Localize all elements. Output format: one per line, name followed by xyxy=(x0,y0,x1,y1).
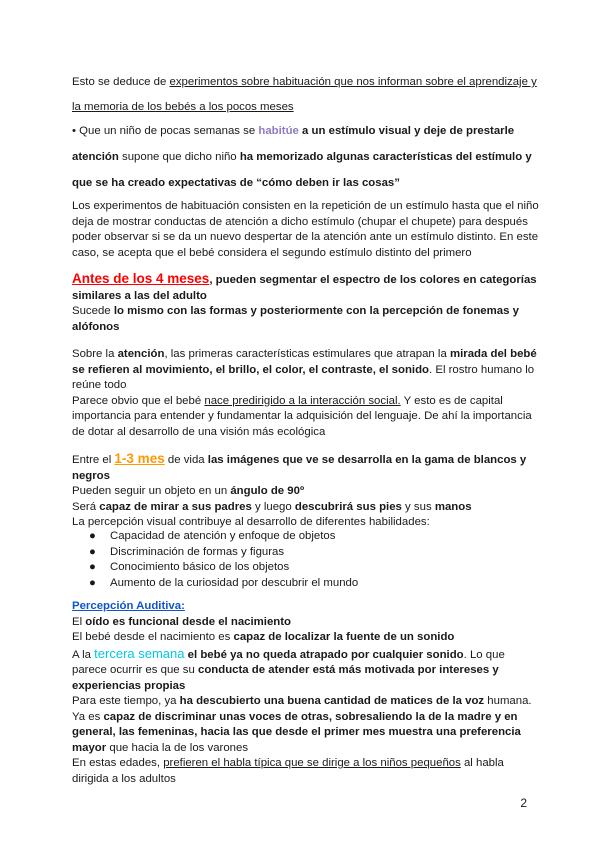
aud-p4-pre: En estas edades, xyxy=(72,757,164,769)
before-4-months-highlight: Antes de los 4 meses xyxy=(72,271,210,286)
list-item-text: Conocimiento básico de los objetos xyxy=(110,561,290,573)
hands: manos xyxy=(434,500,472,513)
locate-sound: capaz de localizar la fuente de un sonido xyxy=(233,631,455,643)
list-item xyxy=(72,560,358,576)
aud-p-bold2: conducta de atender está más motivada por intereses y experiencias propias xyxy=(72,664,499,692)
bullet1-memorized: ha memorizado algunas características del estímulo y xyxy=(239,151,532,163)
m13-l3-mid2: y sus xyxy=(401,500,435,513)
m13-mid: de vida xyxy=(164,454,208,466)
aud-p-bold1: el bebé ya no queda atrapado por cualquier sonido xyxy=(184,648,464,661)
m13-bold: las imágenes que ve se desarrolla en la gama de blancos y negros xyxy=(72,454,527,482)
aud-p2-post: humana. xyxy=(484,695,532,707)
m13-l4: La percepción visual contribuye al desarrollo de diferentes habilidades: xyxy=(72,516,430,528)
intro-line-2 xyxy=(72,100,294,114)
social-interaction-underlined: nace predirigido a la interacción social. xyxy=(204,394,401,407)
aud-l1-pre: El xyxy=(72,615,86,628)
habitue-highlight: habitúe xyxy=(258,125,299,137)
list-item xyxy=(72,529,358,545)
auditory-heading: Percepción Auditiva: xyxy=(72,600,185,612)
attention-bold: atención xyxy=(117,348,165,360)
discriminate-voices: capaz de discriminar unas voces de otras, sobresaliendo la de la madre y en general, las femeninas, hacia las que desde el primer mes muestra una preferencia mayor xyxy=(72,710,521,754)
attention-p2-pre: Parece obvio que el bebé xyxy=(72,394,205,407)
list-item xyxy=(72,576,358,592)
before-4-months-paragraph xyxy=(72,271,542,335)
visual-skills-list xyxy=(72,529,358,591)
list-item-text: Capacidad de atención y enfoque de objetos xyxy=(110,530,336,542)
infant-speech-underlined: prefieren el habla típica que se dirige a los niños pequeños xyxy=(163,757,461,769)
months-1-3-paragraph xyxy=(72,451,542,531)
ear-functional: oído es funcional desde el nacimiento xyxy=(85,615,292,628)
auditory-section xyxy=(72,599,542,787)
m13-l2-pre: Pueden seguir un objeto en un xyxy=(72,485,231,497)
aud-p4-post: al habla dirigida a los adultos xyxy=(72,757,504,785)
m13-pre: Entre el xyxy=(72,454,115,466)
bullet1-line-2 xyxy=(72,150,532,164)
aud-p3-pre: Ya es xyxy=(72,710,104,723)
attention-gaze: mirada del bebé se refieren al movimiento, el brillo, el color, el contraste, el sonido xyxy=(72,348,537,376)
bullet1-expectations: que se ha creado expectativas de “cómo deben ir las cosas” xyxy=(72,177,400,189)
m13-l3-pre: Será xyxy=(72,500,100,513)
voice-nuances: ha descubierto una buena cantidad de matices de la voz xyxy=(179,695,485,707)
attention-mid: , las primeras características estimulares que atrapan la xyxy=(164,348,450,360)
attention-p2-post: Y esto es de capital importancia para entender y fundamentar la adquisición del lenguaje. De ahí la importancia de dotar al desarrollo de una visión más ecológica xyxy=(72,394,532,438)
before4-sucede: Sucede xyxy=(72,305,114,317)
page-number: 2 xyxy=(520,796,527,810)
aud-p-pre: A la xyxy=(72,648,95,661)
list-item-text: Discriminación de formas y figuras xyxy=(110,545,285,558)
list-item-text: Aumento de la curiosidad por descubrir el mundo xyxy=(110,576,359,589)
third-week-highlight: tercera semana xyxy=(94,645,185,661)
bullet1-attention: atención xyxy=(72,151,119,163)
bullet-icon: ● xyxy=(89,576,96,589)
attention-paragraph xyxy=(72,347,542,440)
intro-text: Esto se deduce de xyxy=(72,76,170,88)
intro-underlined-text: experimentos sobre habituación que nos informan sobre el aprendizaje y xyxy=(169,76,537,88)
bullet1-line-3 xyxy=(72,176,400,190)
intro-line-1 xyxy=(72,75,537,89)
bullet1-line-1 xyxy=(72,124,514,138)
bullet-icon: ● xyxy=(89,545,96,558)
look-parents: capaz de mirar a sus padres xyxy=(99,500,252,513)
bullet1-text: • Que un niño de pocas semanas se xyxy=(72,125,259,137)
bullet1-bold: a un estímulo visual y deje de prestarle xyxy=(298,125,515,137)
before4-bold: , pueden segmentar el espectro de los colores en categorías similares a las del adulto xyxy=(72,274,537,302)
bullet-icon: ● xyxy=(89,561,96,573)
list-item xyxy=(72,545,358,561)
aud-p-mid: . Lo que parece ocurrir es que su xyxy=(72,648,505,676)
bullet1-mid: supone que dicho niño xyxy=(118,151,240,163)
bullet-icon: ● xyxy=(89,530,96,542)
attention-pre: Sobre la xyxy=(72,348,118,360)
months-1-3-highlight: 1-3 mes xyxy=(114,451,165,466)
discover-feet: descubrirá sus pies xyxy=(294,500,402,513)
angle-90: ángulo de 90º xyxy=(230,485,305,497)
aud-p3-post: que hacia la de los varones xyxy=(106,741,249,754)
m13-l3-mid: y luego xyxy=(251,500,295,513)
aud-p2-pre: Para este tiempo, ya xyxy=(72,695,180,707)
habituation-paragraph: Los experimentos de habituación consisten en la repetición de un estímulo hasta que el niño deja de mostrar conductas de atención a dicho estímulo (chupar el chupete) para después poder observar si se da un nuevo despertar de la atención ante un estímulo distinto. En este caso, se acepta que el bebé considera el segundo estímulo distinto del primero xyxy=(72,200,539,259)
before4-phonemes: lo mismo con las formas y posteriormente con la percepción de fonemas y alófonos xyxy=(72,305,519,333)
intro-underlined-text-2: la memoria de los bebés a los pocos meses xyxy=(72,101,294,113)
aud-l2-pre: El bebé desde el nacimiento es xyxy=(72,631,234,643)
attention-post: . El rostro humano lo reúne todo xyxy=(72,363,535,391)
